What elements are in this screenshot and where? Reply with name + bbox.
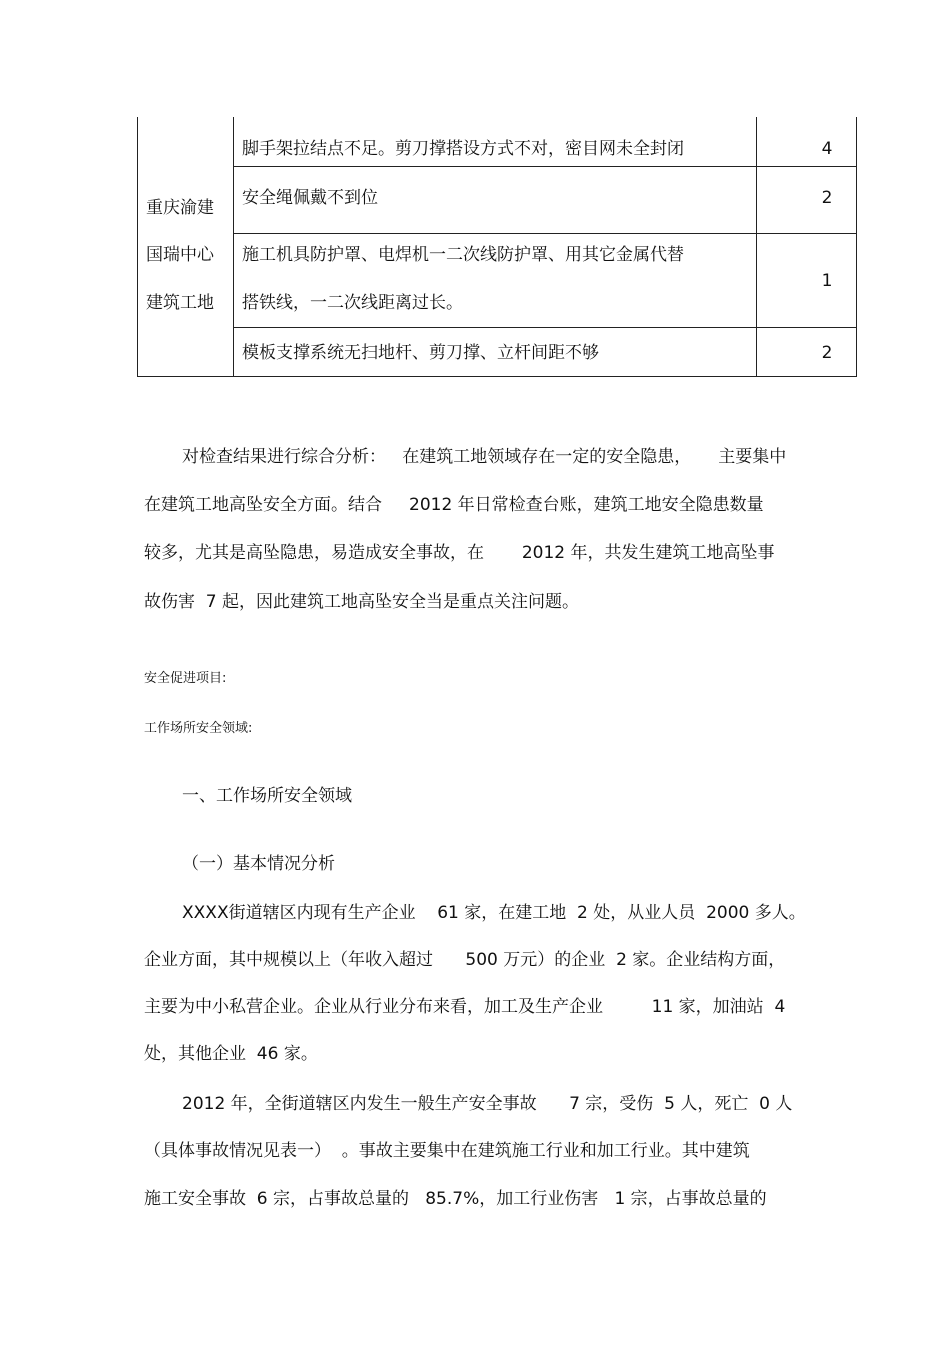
body-line: 处，其他企业 46 家。 [144, 1044, 318, 1064]
body-line: （具体事故情况见表一） 。事故主要集中在建筑施工行业和加工行业。其中建筑 [144, 1141, 750, 1161]
table-row-divider [233, 233, 857, 234]
issue-text: 搭铁线，一二次线距离过长。 [242, 293, 463, 313]
table-border-right [856, 117, 857, 377]
table-row-divider [233, 327, 857, 328]
promotion-label: 安全促进项目: [144, 671, 227, 686]
analysis-line: 对检查结果进行综合分析： 在建筑工地领域存在一定的安全隐患， 主要集中 [182, 447, 787, 467]
site-name-line: 重庆渝建 [146, 198, 214, 218]
analysis-line: 故伤害 7 起，因此建筑工地高坠安全当是重点关注问题。 [144, 592, 580, 612]
analysis-line: 较多，尤其是高坠隐患，易造成安全事故，在 2012 年，共发生建筑工地高坠事 [144, 543, 775, 563]
body-line: 主要为中小私营企业。企业从行业分布来看，加工及生产企业 11 家，加油站 4 [144, 997, 786, 1017]
site-name-line: 国瑞中心 [146, 245, 214, 265]
issue-text: 施工机具防护罩、电焊机一二次线防护罩、用其它金属代替 [242, 245, 684, 265]
body-line: 企业方面，其中规模以上（年收入超过 500 万元）的企业 2 家。企业结构方面， [144, 950, 786, 970]
body-line: 2012 年，全街道辖区内发生一般生产安全事故 7 宗，受伤 5 人，死亡 0 人 [182, 1094, 793, 1114]
issue-text: 安全绳佩戴不到位 [242, 188, 378, 208]
issue-count: 1 [821, 271, 833, 291]
section-heading: 一、工作场所安全领域 [182, 786, 352, 806]
table-row-divider [233, 166, 857, 167]
issue-count: 2 [821, 188, 833, 208]
table-border-left [137, 117, 138, 377]
workplace-label: 工作场所安全领域: [144, 721, 253, 736]
analysis-line: 在建筑工地高坠安全方面。结合 2012 年日常检查台账，建筑工地安全隐患数量 [144, 495, 764, 515]
issue-count: 4 [821, 139, 833, 159]
issue-count: 2 [821, 343, 833, 363]
issue-text: 脚手架拉结点不足。剪刀撑搭设方式不对，密目网未全封闭 [242, 139, 684, 159]
table-border-col2 [233, 117, 234, 377]
body-line: 施工安全事故 6 宗，占事故总量的 85.7%，加工行业伤害 1 宗，占事故总量的 [144, 1189, 767, 1209]
table-border-bottom [137, 376, 857, 377]
subsection-heading: （一）基本情况分析 [182, 854, 335, 874]
issue-text: 模板支撑系统无扫地杆、剪刀撑、立杆间距不够 [242, 343, 599, 363]
table-border-col3 [756, 117, 757, 377]
body-line: XXXX街道辖区内现有生产企业 61 家，在建工地 2 处，从业人员 2000 多人。 [182, 903, 806, 923]
site-name-line: 建筑工地 [146, 293, 214, 313]
